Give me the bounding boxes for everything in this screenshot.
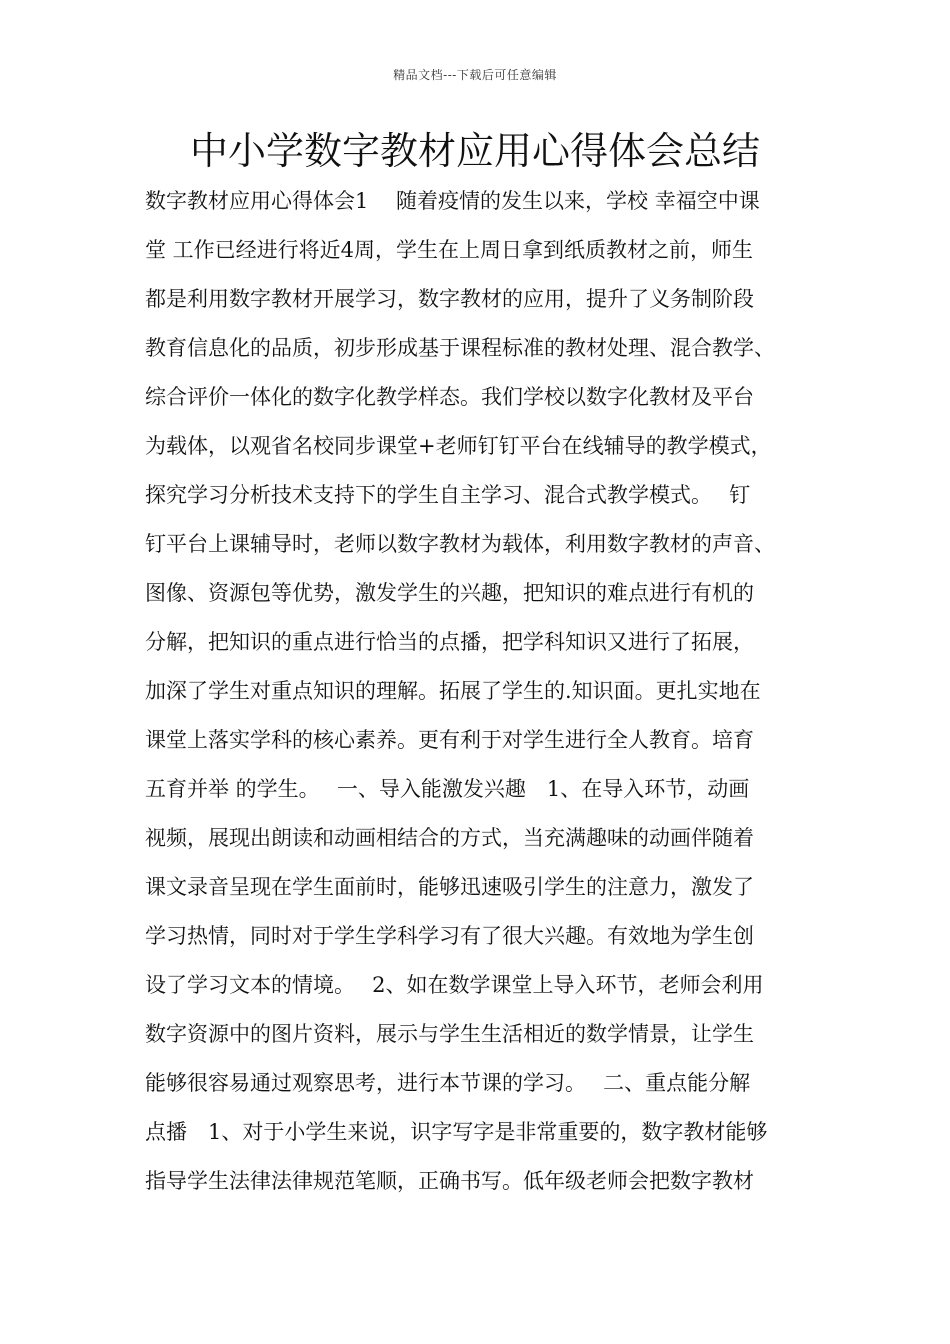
- body-line: 课文录音呈现在学生面前时，能够迅速吸引学生的注意力，激发了: [145, 875, 754, 899]
- body-line: 数字教材应用心得体会1 随着疫情的发生以来，学校 幸福空中课: [145, 189, 760, 213]
- body-line: 能够很容易通过观察思考，进行本节课的学习。 二、重点能分解: [145, 1071, 751, 1095]
- body-line: 为载体，以观省名校同步课堂+老师钉钉平台在线辅导的教学模式，: [145, 434, 772, 458]
- body-line: 教育信息化的品质，初步形成基于课程标准的教材处理、混合教学、: [145, 336, 775, 360]
- body-line: 堂 工作已经进行将近4周，学生在上周日拿到纸质教材之前，师生: [145, 238, 754, 262]
- body-line: 设了学习文本的情境。 2、如在数学课堂上导入环节，老师会利用: [145, 973, 764, 997]
- document-body: [145, 181, 845, 1210]
- body-line: 都是利用数字教材开展学习，数字教材的应用，提升了义务制阶段: [145, 287, 754, 311]
- body-line: 综合评价一体化的数字化教学样态。我们学校以数字化教材及平台: [145, 385, 754, 409]
- body-line: 加深了学生对重点知识的理解。拓展了学生的.知识面。更扎实地在: [145, 679, 761, 703]
- body-line: 视频，展现出朗读和动画相结合的方式，当充满趣味的动画伴随着: [145, 826, 754, 850]
- body-line: 探究学习分析技术支持下的学生自主学习、混合式教学模式。 钉: [145, 483, 751, 507]
- document-title: 中小学数字教材应用心得体会总结: [189, 129, 760, 173]
- body-line: 指导学生法律法律规范笔顺，正确书写。低年级老师会把数字教材: [145, 1169, 754, 1193]
- body-line: 点播 1、对于小学生来说，识字写字是非常重要的，数字教材能够: [145, 1120, 768, 1144]
- body-line: 学习热情，同时对于学生学科学习有了很大兴趣。有效地为学生创: [145, 924, 754, 948]
- header-note: 精品文档---下载后可任意编辑: [393, 68, 557, 82]
- body-line: 图像、资源包等优势，激发学生的兴趣，把知识的难点进行有机的: [145, 581, 754, 605]
- body-line: 分解，把知识的重点进行恰当的点播，把学科知识又进行了拓展，: [145, 630, 754, 654]
- body-line: 钉平台上课辅导时，老师以数字教材为载体，利用数字教材的声音、: [145, 532, 775, 556]
- body-line: 课堂上落实学科的核心素养。更有利于对学生进行全人教育。培育: [145, 728, 754, 752]
- body-line: 数字资源中的图片资料，展示与学生生活相近的数学情景，让学生: [145, 1022, 754, 1046]
- body-line: 五育并举 的学生。 一、导入能激发兴趣 1、在导入环节，动画: [145, 777, 750, 801]
